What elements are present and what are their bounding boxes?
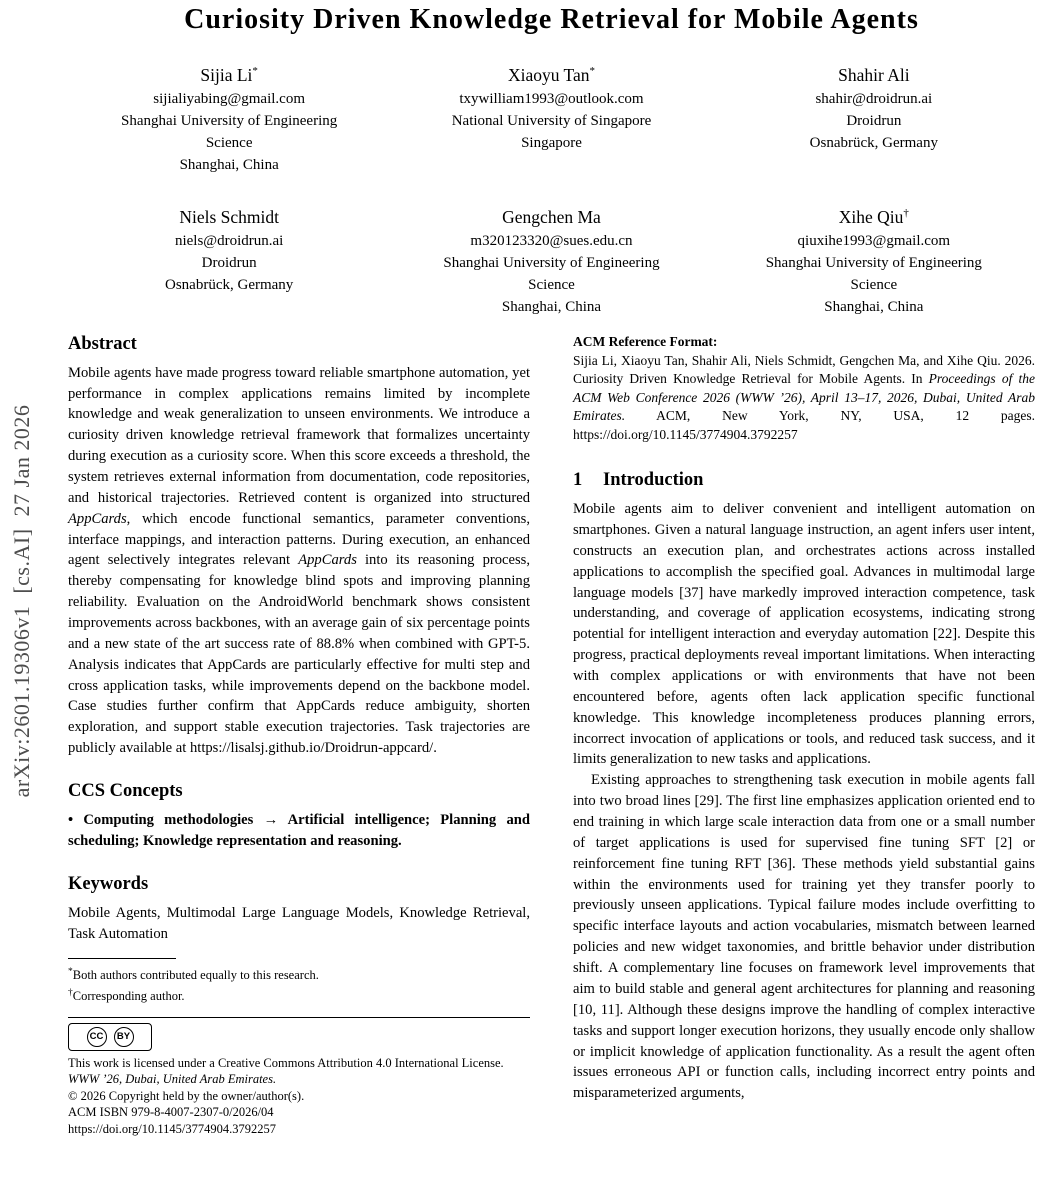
text-segment: → [253,811,288,828]
author-block [68,200,390,296]
section-number: 1 [573,470,583,491]
footnote-equal-contribution [68,964,530,984]
footnote-text: Corresponding author. [72,988,185,1003]
text-segment: Planning and scheduling [68,811,530,849]
author-grid [68,58,1035,318]
author-location: Osnabrück, Germany [165,276,294,293]
footnote-rule [68,958,176,959]
author-name [713,58,1035,88]
text-segment: Mobile agents aim to deliver convenient and intelligent automation on smartphones. Given a natural language instruction, an agent infers user intent, constructs an execution plan, and orchestrates actions across installed applications to accomplish the specified goal. Advances in multimodal large language models [37] have markedly improved interaction competence, task understanding, and coverage of application ecosystems, indicating strong potential for intelligent interaction and everyday automation [22]. Despite this progress, practical deployments reveal important limitations. When interacting with complex applications or with environments that have not been encountered before, agents often lack application specific functional knowledge. This knowledge incompleteness produces planning errors, incorrect invocation of applications or tools, and reduced task success, and it limits generalization to new tasks and applications. [573,501,1035,768]
author-location: Shanghai, China [824,298,924,315]
footnote-mark: * [68,967,73,978]
author-name-text: Xihe Qiu [838,206,904,227]
author-block [390,200,712,318]
body-columns [68,334,1035,1138]
text-segment: AppCards [298,552,357,569]
author-name [390,200,712,230]
footnote-corresponding-author [68,985,530,1005]
keywords-text: Mobile Agents, Multimodal Large Language Models, Knowledge Retrieval, Task Automation [68,904,530,942]
acm-reference-heading: ACM Reference Format: [573,333,718,349]
text-segment: This work is licensed under a Creative Commons Attribution 4.0 International License. [68,1055,504,1070]
author-name [68,200,390,230]
author-affiliation: Science [205,134,253,151]
text-segment: Proceedings of the ACM Web Conference 2026 (WWW ’26), April 13–17, 2026, Dubai, United Arab Emirates. [573,371,1035,424]
author-mark: * [252,65,258,77]
author-name-text: Sijia Li [200,64,253,85]
ccs-heading: CCS Concepts [68,780,183,801]
author-name-text: Gengchen Ma [502,206,601,227]
text-segment: Knowledge representation and reasoning [143,832,399,849]
author-affiliation: Shanghai University of Engineering [121,112,338,129]
author-mark: * [589,65,596,77]
author-affiliation: Shanghai University of Engineering [443,254,660,271]
author-block [390,58,712,154]
license-rule [68,1017,530,1018]
author-affiliation: Science [850,276,898,293]
author-affiliation: National University of Singapore [451,112,652,129]
text-segment: • [68,811,84,828]
text-segment: , which encode functional semantics, parameter conventions, interface mappings, and interaction patterns. During execution, an enhanced agent selectively integrates relevant [68,510,530,569]
author-email: qiuxihe1993@gmail.com [797,232,951,249]
acm-reference-text [573,352,1035,445]
footnote-text: Both authors contributed equally to this research. [72,968,319,983]
introduction-paragraph-1 [573,499,1035,770]
text-segment: Mobile agents have made progress toward reliable smartphone automation, yet performance in complex applications remains limited by incomplete knowledge and weak generalization to unseen environments. We introduce a curiosity driven knowledge retrieval framework that formalizes uncertainty during execution as a curiosity score. When this score exceeds a threshold, the system retrieves external information from documentation, code repositories, and historical trajectories. Retrieved content is organized into structured [68,364,530,506]
text-segment: Sijia Li, Xiaoyu Tan, Shahir Ali, Niels Schmidt, Gengchen Ma, and Xihe Qiu. 2026. Curiosity Driven Knowledge Retrieval for Mobile Agents. In [573,352,1035,387]
section-title: Introduction [603,470,704,491]
text-segment: © 2026 Copyright held by the owner/author(s). [68,1088,305,1103]
author-affiliation: Droidrun [846,112,902,129]
text-segment: WWW ’26, Dubai, United Arab Emirates. [68,1072,277,1087]
text-segment: AppCards [68,510,127,527]
author-name-text: Niels Schmidt [179,206,279,227]
text-segment: Existing approaches to strengthening task execution in mobile agents fall into two broad lines [29]. The first line emphasizes application oriented end to end training in which large scale interaction data from one or a small number of target applications is used for supervised fine tuning SFT [2] or reinforcement fine tuning RFT [36]. These methods yield substantial gains within the environments used for training yet they transfer poorly to previously unseen applications. Typical failure modes include overfitting to specific interface layouts and action vocabularies, mismatch between learned policies and new widget taxonomies, and brittle behavior under distribution shift. A complementary line focuses on framework level improvements that aim to build stable and general agent architectures for planning and reasoning [10, 11]. Although these designs improve the handling of complex interactive tasks and support longer execution horizons, they usually encode only shallow or implicit knowledge of application functionality. As a result the agent often issues erroneous API or function calls, including incorrect entry points and misparameterized arguments, [573,772,1035,1102]
text-segment: ACM ISBN 979-8-4007-2307-0/2026/04 [68,1105,274,1120]
abstract-heading: Abstract [68,333,137,354]
author-email: txywilliam1993@outlook.com [459,90,644,107]
author-location: Shanghai, China [179,156,279,173]
right-column [573,334,1035,1138]
author-affiliation: Droidrun [201,254,257,271]
abstract-text [68,363,530,759]
cc-icon: CC [87,1027,107,1047]
conference-line [68,1071,530,1088]
link-url[interactable]: https://doi.org/10.1145/3774904.3792257 [68,1121,276,1136]
link-url[interactable]: https://lisalsj.github.io/Droidrun-appcard/ [189,740,434,757]
cc-by-icon: BY [114,1027,134,1047]
author-name [68,58,390,88]
author-email: sijialiyabing@gmail.com [153,90,306,107]
left-column [68,334,530,1138]
text-segment: Computing methodologies [83,811,254,828]
author-affiliation: Shanghai University of Engineering [765,254,982,271]
text-segment: . [398,832,402,849]
arxiv-watermark: arXiv:2601.19306v1 [cs.AI] 27 Jan 2026 [9,404,34,798]
text-segment: ; [134,832,144,849]
author-mark: † [903,206,909,219]
author-block [713,58,1035,154]
author-location: Osnabrück, Germany [809,134,938,151]
doi-line [68,1121,530,1138]
paper-title: Curiosity Driven Knowledge Retrieval for Mobile Agents [184,4,919,35]
author-affiliation: Science [528,276,575,293]
text-segment: into its reasoning process, thereby compensating for knowledge blind spots and improving planning reliability. Evaluation on the AndroidWorld benchmark shows consistent improvements across backbones, with an average gain of six percentage points and a new state of the art success rate of 88.8% when combined with GPT-5. Analysis indicates that AppCards are particularly effective for multi step and cross application tasks, while improvements depend on the backbone model. Case studies further confirm that AppCards reduce ambiguity, shorten exploration, and support stable execution trajectories. Task trajectories are publicly available at [68,552,530,757]
author-block [713,200,1035,318]
introduction-paragraph-2 [573,770,1035,1104]
footnote-area [68,958,530,1004]
license-text-block [68,1055,530,1138]
license-area [68,1017,530,1138]
footnote-mark: † [68,987,73,998]
author-name [390,58,712,88]
text-segment: . [433,740,437,757]
paper-content [68,4,1035,1137]
text-segment: ; [425,811,441,828]
copyright-line [68,1088,530,1105]
text-segment: Artificial intelligence [287,811,426,828]
license-line [68,1055,530,1072]
text-segment: ACM, New York, NY, USA, 12 pages. [625,408,1035,424]
author-email: shahir@droidrun.ai [815,90,933,107]
author-name [713,200,1035,230]
author-block [68,58,390,176]
keywords-heading: Keywords [68,873,149,894]
cc-by-badge[interactable] [68,1023,152,1051]
isbn-line [68,1104,530,1121]
author-name-text: Xiaoyu Tan [507,64,590,85]
ccs-text [68,810,530,852]
author-location: Singapore [521,134,582,151]
author-name-text: Shahir Ali [838,64,910,85]
introduction-heading [573,470,1035,491]
link-url[interactable]: https://doi.org/10.1145/3774904.3792257 [573,426,798,442]
author-email: m320123320@sues.edu.cn [470,232,633,249]
author-email: niels@droidrun.ai [174,232,284,249]
author-location: Shanghai, China [501,298,602,315]
